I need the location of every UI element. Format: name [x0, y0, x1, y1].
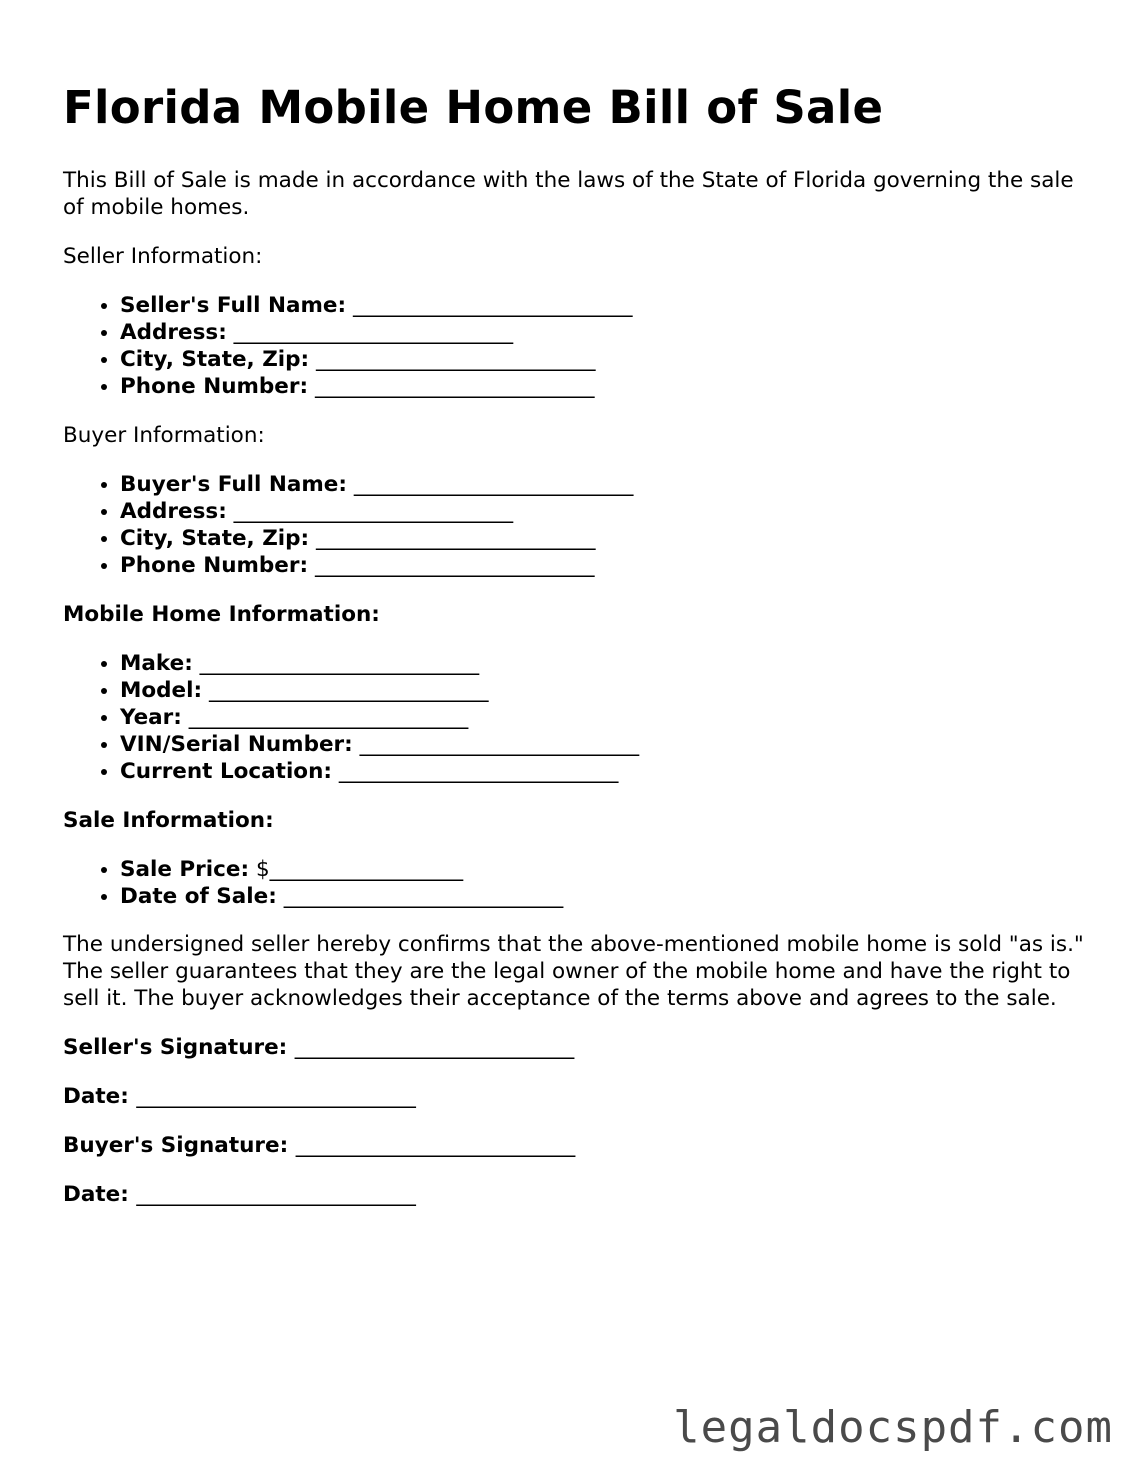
- home-fields-list: [63, 650, 1093, 785]
- home-vin-blank: __________________________: [359, 732, 640, 757]
- home-year-blank: __________________________: [188, 705, 469, 730]
- seller-city-blank: __________________________: [316, 347, 596, 372]
- sale-section-heading: Sale Information:: [63, 808, 274, 833]
- buyer-address-field: • Address: __________________________: [120, 498, 1093, 525]
- closing-paragraph: The undersigned seller hereby confirms that the above-mentioned mobile home is sold "as is." The seller guarantees that they are the legal owner of the mobile home and have the right to sell it. The buyer acknowledges their acceptance of the terms above and agrees to the sale.: [63, 932, 1084, 1011]
- buyer-name-blank: __________________________: [353, 472, 634, 497]
- buyer-phone-field: • Phone Number: __________________________: [120, 552, 1093, 579]
- buyer-city-blank: __________________________: [316, 526, 596, 551]
- intro-paragraph: This Bill of Sale is made in accordance with the laws of the State of Florida governing the sale of mobile homes.: [63, 168, 1074, 220]
- seller-name-field: • Seller's Full Name: __________________________: [120, 292, 1093, 319]
- seller-date-line: Date: __________________________: [63, 1084, 416, 1109]
- seller-phone-blank: __________________________: [314, 374, 595, 399]
- home-location-field: • Current Location: __________________________: [120, 758, 1093, 785]
- home-make-blank: __________________________: [199, 651, 480, 676]
- home-model-blank: __________________________: [208, 678, 489, 703]
- document-page: [63, 78, 1093, 1208]
- sale-date-field: • Date of Sale: __________________________: [120, 883, 1093, 910]
- buyer-date-line: Date: __________________________: [63, 1182, 416, 1207]
- sale-price-field: • Sale Price: $__________________: [120, 856, 1093, 883]
- home-year-field: • Year: __________________________: [120, 704, 1093, 731]
- sale-price-blank: $__________________: [255, 857, 464, 882]
- buyer-name-field: • Buyer's Full Name: __________________________: [120, 471, 1093, 498]
- home-section-heading: Mobile Home Information:: [63, 602, 380, 627]
- watermark: legaldocspdf.com: [673, 1402, 1113, 1453]
- seller-address-field: • Address: __________________________: [120, 319, 1093, 346]
- seller-address-blank: __________________________: [233, 320, 514, 345]
- buyer-fields-list: [63, 471, 1093, 579]
- seller-city-field: • City, State, Zip: __________________________: [120, 346, 1093, 373]
- buyer-section-heading: Buyer Information:: [63, 423, 265, 448]
- buyer-signature-line: Buyer's Signature: __________________________: [63, 1133, 576, 1158]
- seller-signature-line: Seller's Signature: __________________________: [63, 1035, 575, 1060]
- sale-fields-list: [63, 856, 1093, 910]
- home-vin-field: • VIN/Serial Number: __________________________: [120, 731, 1093, 758]
- sale-date-blank: __________________________: [283, 884, 564, 909]
- seller-name-blank: __________________________: [352, 293, 633, 318]
- home-make-field: • Make: __________________________: [120, 650, 1093, 677]
- seller-signature-blank: __________________________: [294, 1035, 575, 1060]
- seller-fields-list: [63, 292, 1093, 400]
- seller-phone-field: • Phone Number: __________________________: [120, 373, 1093, 400]
- buyer-signature-blank: __________________________: [295, 1133, 576, 1158]
- buyer-phone-blank: __________________________: [314, 553, 595, 578]
- home-model-field: • Model: __________________________: [120, 677, 1093, 704]
- document-title: Florida Mobile Home Bill of Sale: [63, 81, 884, 134]
- buyer-city-field: • City, State, Zip: __________________________: [120, 525, 1093, 552]
- buyer-address-blank: __________________________: [233, 499, 514, 524]
- buyer-date-blank: __________________________: [136, 1182, 416, 1207]
- home-location-blank: __________________________: [338, 759, 619, 784]
- seller-date-blank: __________________________: [136, 1084, 416, 1109]
- seller-section-heading: Seller Information:: [63, 244, 263, 269]
